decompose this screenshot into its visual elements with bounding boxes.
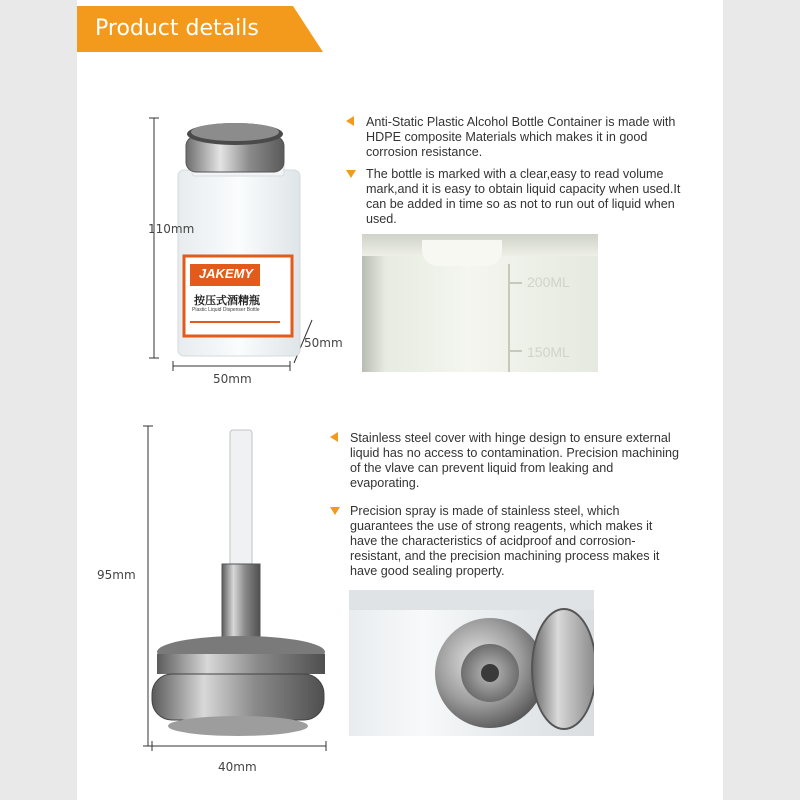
- orange-arrow-down-icon: [346, 170, 356, 178]
- bottle-label-brand: JAKEMY: [198, 266, 254, 281]
- depth-dimension-label: 50mm: [304, 336, 343, 350]
- bullet-text: Anti-Static Plastic Alcohol Bottle Container is made with HDPE composite Materials which makes it in good corrosion resistance.: [366, 115, 676, 159]
- bullet-stainless-cover: [350, 431, 680, 491]
- bullet-text: Stainless steel cover with hinge design to ensure external liquid has no access to contamination. Precision machining of the vlave can prevent liquid from leaking and evaporating.: [350, 431, 680, 490]
- spray-height-dimension-label: 95mm: [97, 568, 136, 582]
- bullet-volume-mark: [366, 167, 696, 227]
- volume-mark-150: 150ML: [527, 344, 570, 360]
- spray-head-dimension-drawing: [140, 420, 340, 760]
- bullet-text: The bottle is marked with a clear,easy to read volume mark,and it is easy to obtain liquid capacity when used.It can be added in time so as not to run out of liquid when used.: [366, 167, 681, 226]
- product-details-banner: [77, 6, 323, 52]
- banner-title: Product details: [95, 16, 259, 41]
- orange-arrow-left-icon: [330, 432, 338, 442]
- orange-arrow-down-icon: [330, 507, 340, 515]
- bullet-hdpe-material: [366, 115, 696, 160]
- width-dimension-label: 50mm: [213, 372, 252, 386]
- spray-width-dimension-label: 40mm: [218, 760, 257, 774]
- volume-mark-200: 200ML: [527, 274, 570, 290]
- bullet-text: Precision spray is made of stainless steel, which guarantees the use of strong reagents, which makes it have the characteristics of acidproof and corrosion-resistant, and the precision machining process makes it have good sealing property.: [350, 504, 660, 578]
- orange-arrow-left-icon: [346, 116, 354, 126]
- bullet-precision-spray: [350, 504, 680, 579]
- height-dimension-label: 110mm: [148, 222, 195, 236]
- bottle-label-chinese: 按压式酒精瓶: [194, 295, 260, 307]
- hinged-cover-closeup-photo: [349, 590, 594, 736]
- volume-mark-closeup-photo: [362, 234, 598, 372]
- bottle-label-english: Plastic Liquid Dispenser Bottle: [192, 307, 260, 313]
